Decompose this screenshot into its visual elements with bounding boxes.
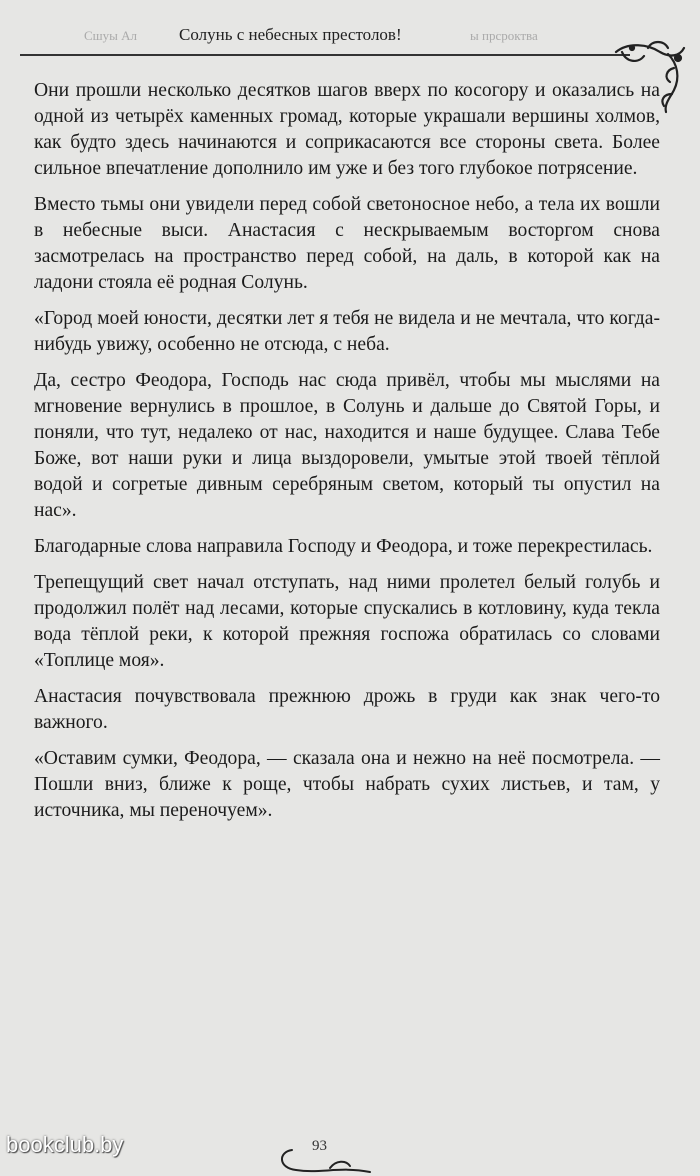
body-text [34, 78, 660, 834]
header-rule [20, 54, 630, 56]
paragraph: Они прошли несколько десятков шагов вверх по косогору и оказались на одной из четырёх каменных громад, которые украшали вершины холмов, как будто здесь начинаются и соприкасаются все стороны света. Более сильное впечатление дополнило им уже и без того глубокое потрясение. [34, 80, 660, 179]
page-footer [0, 1118, 700, 1173]
paragraph: Да, сестро Феодора, Господь нас сюда привёл, чтобы мы мыслями на мгновение вернулись в прошлое, в Солунь и дальше до Святой Горы, и поняли, что тут, недалеко от нас, находится и наше будущее. Слава Тебе Боже, вот наши руки и лица выздоровели, умытые этой твоей тёплой водой и согретые дивным серебряным светом, который ты опустил на нас». [34, 370, 660, 521]
paragraph: «Город моей юности, десятки лет я тебя не видела и не мечтала, что когда-нибудь увижу, особенно не отсюда, с неба. [34, 308, 660, 355]
paragraph: Вместо тьмы они увидели перед собой светоносное небо, а тела их вошли в небесные выси. Анастасия с нескрываемым восторгом снова засмотрелась на пространство перед собой, на даль, в которой как на ладони стояла её родная Солунь. [34, 194, 660, 293]
paragraph: Трепещущий свет начал отступать, над ними пролетел белый голубь и продолжил полёт над лесами, которые спускались в котловину, куда текла вода тёплой реки, к которой прежняя госпожа обратилась со словами «Топлице моя». [34, 572, 660, 671]
watermark-logo: bookclub.by [6, 1132, 124, 1157]
bleed-through-text-right: ы прсроктва [470, 28, 538, 43]
running-header-title: Солунь с небесных престолов! [175, 25, 406, 45]
paragraph: «Оставим сумки, Феодора, — сказала она и нежно на неё посмотрела. — Пошли вниз, ближе к роще, чтобы набрать сухих листьев, и там, у источника, мы переночуем». [34, 748, 660, 821]
page-number: 93 [312, 1138, 327, 1154]
paragraph: Благодарные слова направила Господу и Феодора, и тоже перекрестилась. [34, 536, 653, 557]
paragraph: Анастасия почувствовала прежнюю дрожь в груди как знак чего-то важного. [34, 686, 660, 733]
running-header [0, 22, 700, 52]
bleed-through-text-left: Сшуы Ал [84, 28, 138, 43]
